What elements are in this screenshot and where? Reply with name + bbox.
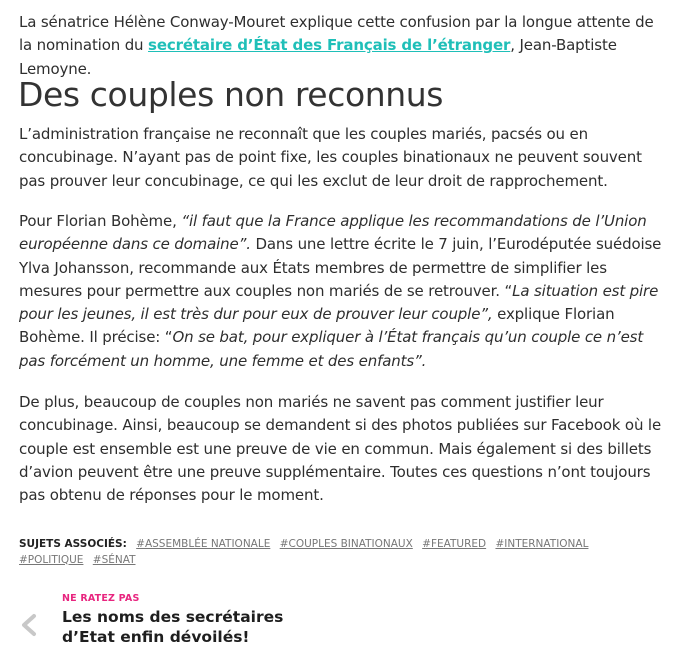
next-article-link[interactable]: Les noms des secrétaires d’Etat enfin dévoilés! xyxy=(62,608,284,646)
section-heading: Des couples non reconnus xyxy=(18,75,444,114)
p2-quote-2: La situation est pire pour les jeunes, il est très dur pour eux de prouver leur couple”, xyxy=(19,281,659,324)
p2-text-3: explique Florian Bohème. Il précise: “ xyxy=(19,305,615,347)
p2-text-2: Dans une lettre écrite le 7 juin, l’Eurodéputée suédoise Ylva Johansson, recommande aux États membres de permettre de simplifier les mesures pour permettre aux couples non mariés de se retrouver. “ xyxy=(19,235,662,300)
intro-text-after: , Jean-Baptiste Lemoyne. xyxy=(19,36,617,78)
p2-quote-3: On se bat, pour expliquer à l’État français qu’un couple ce n’est pas forcément un homme, une femme et des enfants”. xyxy=(19,328,644,370)
p2-text-1: Pour Florian Bohème, xyxy=(19,212,182,230)
paragraph-3: De plus, beaucoup de couples non mariés ne savent pas comment justifier leur concubinage. Ainsi, beaucoup se demandent si des photos publiées sur Facebook où le couple est ensemble est une preuve de vie en commun. Mais également si des billets d’avion peuvent être une preuve supplémentaire. Toutes ces questions n’ont toujours pas obtenu de réponses pour le moment. xyxy=(19,393,662,505)
paragraph-2 xyxy=(19,210,664,373)
tag-link[interactable]: #COUPLES BINATIONAUX xyxy=(279,538,413,550)
tag-link[interactable]: #SÉNAT xyxy=(92,553,136,566)
paragraph-1: L’administration française ne reconnaît que les couples mariés, pacsés ou en concubinage. N’ayant pas de point fixe, les couples binationaux ne peuvent souvent pas prouver leur concubinage, ce qui les exclut de leur droit de rapprochement. xyxy=(19,125,642,190)
tag-link[interactable]: #ASSEMBLÉE NATIONALE xyxy=(136,538,271,550)
related-tags xyxy=(19,537,664,568)
nav-kicker: NE RATEZ PAS xyxy=(62,593,140,604)
intro-text-before: La sénatrice Hélène Conway-Mouret explique cette confusion par la longue attente de la nomination du xyxy=(19,13,654,55)
p2-quote-1: “il faut que la France applique les recommandations de l’Union européenne dans ce domaine”. xyxy=(19,212,647,254)
chevron-left-icon[interactable] xyxy=(19,613,39,637)
tags-label: SUJETS ASSOCIÉS: xyxy=(19,538,127,550)
tag-link[interactable]: #INTERNATIONAL xyxy=(495,538,589,550)
next-article-nav[interactable] xyxy=(19,593,664,653)
tag-link[interactable]: #POLITIQUE xyxy=(19,553,84,566)
tag-link[interactable]: #FEATURED xyxy=(422,538,487,550)
secretary-link[interactable]: secrétaire d’État des Français de l’étranger xyxy=(148,36,511,55)
intro-paragraph xyxy=(19,11,664,81)
